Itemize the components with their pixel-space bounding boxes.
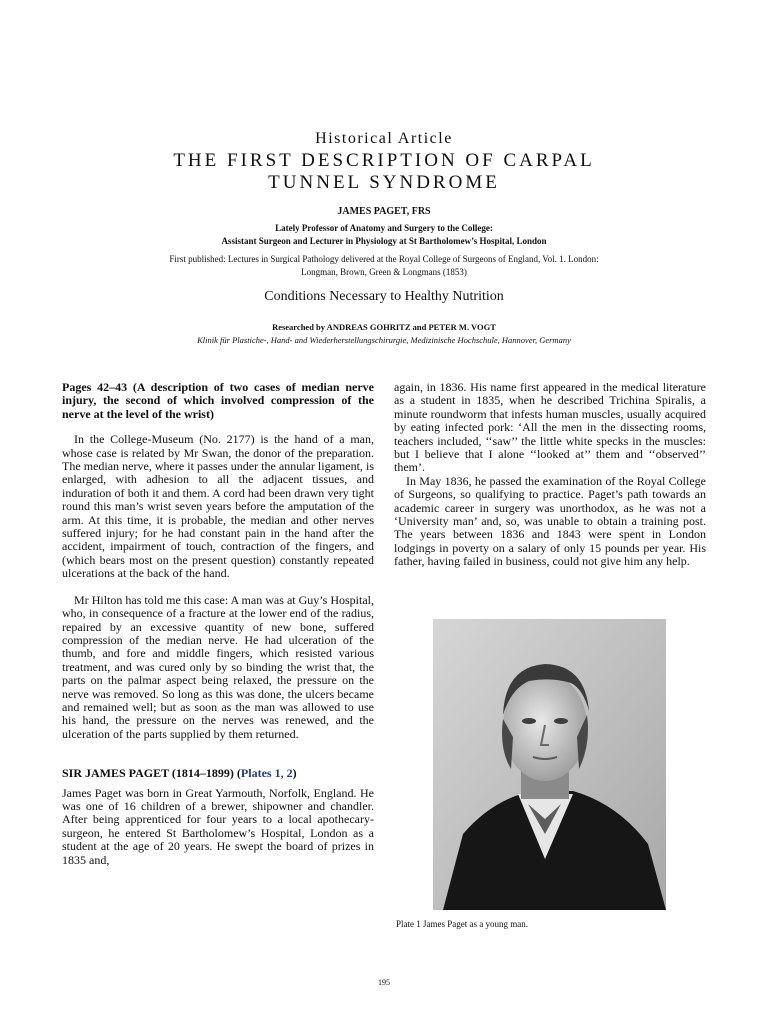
left-column xyxy=(62,381,374,867)
publication-line-2: Longman, Brown, Green & Longmans (1853) xyxy=(301,267,467,277)
page-number: 195 xyxy=(378,978,390,987)
paragraph-trichina: again, in 1836. His name first appeared in the medical literature as a student in 1835, when he described Trichina Spiralis, a minute roundworm that infests human muscles, usually acquired by eating infected pork: ‘All the men in the dissecting rooms, teachers included, ‘‘saw’’ the little white specks in the muscles: but I believe that I alone ‘‘looked at’’ them and ‘‘observed’’ them’. xyxy=(394,380,706,475)
publication-note xyxy=(0,253,768,279)
portrait-photo xyxy=(433,619,666,910)
publication-line-1: First published: Lectures in Surgical Pathology delivered at the Royal College of Surgeons of England, Vol. 1. London: xyxy=(169,254,599,264)
paget-heading-end: ) xyxy=(292,766,297,781)
paragraph-hilton-case: Mr Hilton has told me this case: A man was at Guy’s Hospital, who, in consequence of a fracture at the lower end of the radius, repaired by an excessive quantity of new bone, suffered compression of the median nerve. He had ulceration of the thumb, and fore and middle fingers, which resisted various treatment, and was cured only by so binding the wrist that, the parts on the palmar aspect being relaxed, the pressure on the nerve was removed. So long as this was done, the ulcers became and remained well; but as soon as the man was allowed to use his hand, the pressure on the nerves was renewed, and the ulceration of the parts supplied by them returned. xyxy=(62,592,374,741)
section-title: Conditions Necessary to Healthy Nutrition xyxy=(264,289,504,304)
article-kicker: Historical Article xyxy=(315,130,453,147)
paget-heading xyxy=(62,767,374,780)
plates-link[interactable]: Plates 1, 2 xyxy=(240,766,293,781)
clinic-affiliation: Klinik für Plastiche-, Hand- and Wiederherstellungschirurgie, Medizinische Hochschule, Hannover, Germany xyxy=(197,335,571,345)
affiliation xyxy=(0,222,768,248)
portrait-illustration xyxy=(433,619,666,910)
article-title xyxy=(0,150,768,194)
affiliation-line-2: Assistant Surgeon and Lecturer in Physiology at St Bartholomew’s Hospital, London xyxy=(221,236,547,246)
affiliation-line-1: Lately Professor of Anatomy and Surgery to the College: xyxy=(275,223,493,233)
paragraph-paget-bio: James Paget was born in Great Yarmouth, Norfolk, England. He was one of 16 children of a brewer, shipowner and chandler. After being apprenticed for four years to a local apothecary-surgeon, he entered St Bartholomew’s Hospital, London as a student at the age of 20 years. He swept the board of prizes in 1835 and, xyxy=(62,785,374,867)
right-column xyxy=(394,381,706,569)
pages-heading: Pages 42–43 (A description of two cases of median nerve injury, the second of which involved compression of the nerve at the level of the wrist) xyxy=(62,380,374,421)
title-line-1: THE FIRST DESCRIPTION OF CARPAL xyxy=(173,150,595,171)
plate-caption: Plate 1 James Paget as a young man. xyxy=(396,919,528,929)
author: JAMES PAGET, FRS xyxy=(337,206,431,217)
title-line-2: TUNNEL SYNDROME xyxy=(268,172,500,193)
researched-by: Researched by ANDREAS GOHRITZ and PETER M. VOGT xyxy=(272,322,496,332)
paget-heading-text: SIR JAMES PAGET (1814–1899) ( xyxy=(62,766,241,781)
paragraph-royal-college: In May 1836, he passed the examination of the Royal College of Surgeons, so qualifying to practice. Paget’s path towards an academic career in surgery was unorthodox, as he was not a ‘University man’ and, so, was unable to obtain a training post. The years between 1836 and 1843 were spent in London lodgings in poverty on a salary of only 15 pounds per year. His father, having failed in business, could not give him any help. xyxy=(394,473,706,569)
paragraph-college-museum: In the College-Museum (No. 2177) is the hand of a man, whose case is related by Mr Swan, the donor of the preparation. The median nerve, where it passes under the annular ligament, is enlarged, with adhesion to all the adjacent tissues, and induration of both it and them. A cord had been drawn very tight round this man’s wrist seven years before the amputation of the arm. At this time, it is probable, the median and other nerves suffered injury; for he had constant pain in the hand after the accident, impairment of touch, contraction of the fingers, and (which bears most on the present question) constantly repeated ulcerations at the back of the hand. xyxy=(62,432,374,581)
